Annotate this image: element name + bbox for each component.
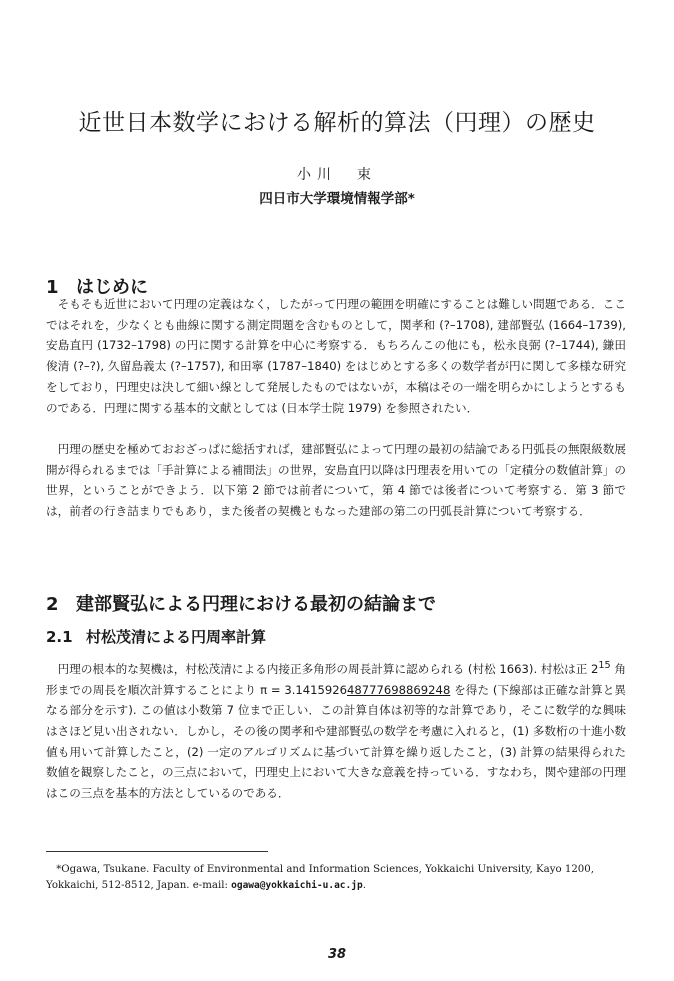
subsection-title: 村松茂清による円周率計算 (86, 628, 267, 646)
paragraph-text: 角形までの周長を順次計算することにより π = 3.1415926 (46, 661, 627, 697)
section-number: 1 (46, 277, 59, 298)
page-number: 38 (327, 947, 347, 962)
section-title: 建部賢弘による円理における最初の結論まで (76, 594, 436, 615)
section-title: はじめに (76, 277, 148, 298)
section-2-heading (46, 590, 436, 616)
underlined-digits: 48777698869248 (347, 682, 451, 697)
footnote (46, 862, 626, 893)
author-name: 小川 束 (297, 167, 377, 183)
section-1-paragraph-2: 円理の歴史を極めておおざっぱに総括すれば，建部賢弘によって円理の最初の結論である円弧長の無限級数展開が得られるまでは「手計算による補間法」の世界，安島直円以降は円理表を用いての「定積分の数値計算」の世界，ということができよう．以下第 2 節では前者について，第 4 節では後者について考察する．第 3 節では，前者の行き詰まりでもあり，また後者の契機ともなった建部の第二の円弧長計算について考察する． (46, 442, 626, 519)
footnote-text: *Ogawa, Tsukane. Faculty of Environmental and Information Sciences, Yokkaichi University, Kayo 1200, Yokkaichi, 512-8512, Japan. e-mail: (46, 864, 595, 891)
section-1-paragraph-1: そもそも近世において円理の定義はなく，したがって円理の範囲を明確にすることは難しい問題である．ここではそれを，少なくとも曲線に関する測定問題を含むものとして，関孝和 (?–1708), 建部賢弘 (1664–1739), 安島直円 (1732–1798) の円に関する計算を中心に考察する．もちろんこの他にも，松永良弼 (?–1744), 鎌田俊清 (?–?), 久留島義太 (?–1757), 和田寧 (1787–1840) をはじめとする多くの数学者が円に関して多様な研究をしており，円理史は決して細い線として発展したものではないが，本稿はその一端を明らかにしようとするものである．円理に関する基本的文献としては (日本学士院 1979) を参照されたい． (46, 297, 626, 415)
subsection-2-1-paragraph (46, 656, 626, 804)
section-number: 2 (46, 594, 59, 615)
paragraph-text: 円理の根本的な契機は，村松茂清による内接正多角形の周長計算に認められる (村松 1663). 村松は正 2 (57, 661, 599, 676)
paragraph-text: を得た (下線部は正確な計算と異なる部分を示す). この値は小数第 7 位まで正しい．この計算自体は初等的な計算であり，そこに数学的な興味はさほど見い出されない．しかし，その後の関孝和や建部賢弘の数学を考慮に入れると，(1) 多数桁の十進小数値も用いて計算したこと，(2) 一定のアルゴリズムに基づいて計算を繰り返したこと，(3) 計算の結果得られた数値を観察したこと，の三点において，円理史上において大きな意義を持っている．すなわち，関や建部の円理はこの三点を基本的方法としているのである． (46, 682, 626, 801)
footnote-divider (46, 851, 268, 852)
subsection-number: 2.1 (46, 628, 73, 646)
footnote-email: ogawa@yokkaichi-u.ac.jp (231, 879, 363, 891)
subsection-2-1-heading (46, 626, 266, 647)
author-affiliation: 四日市大学環境情報学部* (259, 191, 415, 207)
paper-title: 近世日本数学における解析的算法（円理）の歴史 (78, 110, 596, 136)
footnote-end: . (362, 879, 366, 891)
exponent: 15 (598, 660, 611, 671)
